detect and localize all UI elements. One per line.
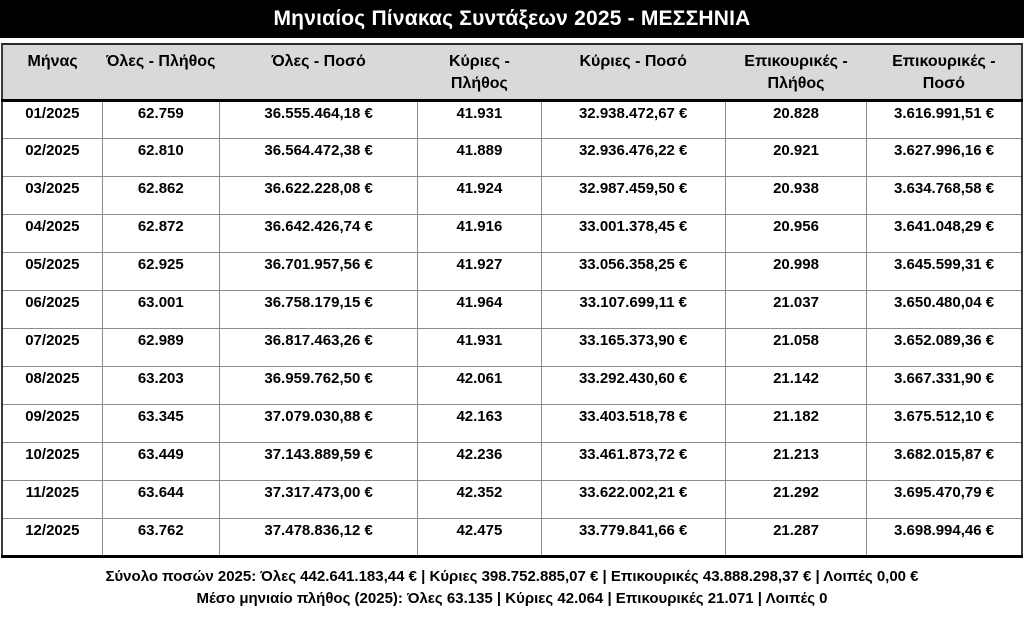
pension-table — [1, 43, 1023, 558]
cell-auxiliary-count: 20.828 — [725, 101, 866, 139]
cell-main-count: 41.916 — [418, 215, 541, 253]
column-header-all-count: Όλες - Πλήθος — [102, 44, 219, 101]
cell-month: 06/2025 — [2, 291, 102, 329]
column-header-auxiliary-count: Επικουρικές - Πλήθος — [725, 44, 866, 101]
table-row — [2, 329, 1022, 367]
cell-main-count: 42.352 — [418, 481, 541, 519]
table-row — [2, 443, 1022, 481]
cell-main-amount: 32.938.472,67 € — [541, 101, 725, 139]
cell-main-amount: 33.779.841,66 € — [541, 519, 725, 557]
cell-all-amount: 37.079.030,88 € — [219, 405, 417, 443]
cell-main-count: 42.163 — [418, 405, 541, 443]
title-bar — [0, 0, 1024, 38]
table-row — [2, 367, 1022, 405]
cell-month: 08/2025 — [2, 367, 102, 405]
cell-main-amount: 32.987.459,50 € — [541, 177, 725, 215]
cell-main-amount: 33.403.518,78 € — [541, 405, 725, 443]
column-header-auxiliary-amount: Επικουρικές - Ποσό — [867, 44, 1022, 101]
cell-auxiliary-amount: 3.650.480,04 € — [867, 291, 1022, 329]
table-row — [2, 405, 1022, 443]
cell-auxiliary-amount: 3.698.994,46 € — [867, 519, 1022, 557]
cell-all-amount: 37.143.889,59 € — [219, 443, 417, 481]
cell-all-amount: 37.317.473,00 € — [219, 481, 417, 519]
cell-all-count: 63.762 — [102, 519, 219, 557]
cell-all-amount: 36.555.464,18 € — [219, 101, 417, 139]
cell-auxiliary-amount: 3.645.599,31 € — [867, 253, 1022, 291]
cell-auxiliary-amount: 3.682.015,87 € — [867, 443, 1022, 481]
header-row — [2, 44, 1022, 101]
table-row — [2, 481, 1022, 519]
cell-all-count: 62.862 — [102, 177, 219, 215]
cell-auxiliary-amount: 3.675.512,10 € — [867, 405, 1022, 443]
cell-main-count: 42.061 — [418, 367, 541, 405]
cell-main-count: 41.927 — [418, 253, 541, 291]
cell-month: 11/2025 — [2, 481, 102, 519]
cell-auxiliary-count: 20.956 — [725, 215, 866, 253]
cell-auxiliary-amount: 3.667.331,90 € — [867, 367, 1022, 405]
cell-month: 04/2025 — [2, 215, 102, 253]
table-row — [2, 215, 1022, 253]
cell-all-amount: 36.564.472,38 € — [219, 139, 417, 177]
cell-auxiliary-count: 20.998 — [725, 253, 866, 291]
cell-all-count: 62.759 — [102, 101, 219, 139]
cell-all-count: 63.203 — [102, 367, 219, 405]
cell-auxiliary-amount: 3.695.470,79 € — [867, 481, 1022, 519]
cell-all-count: 63.345 — [102, 405, 219, 443]
cell-all-amount: 36.642.426,74 € — [219, 215, 417, 253]
cell-auxiliary-count: 20.921 — [725, 139, 866, 177]
cell-main-count: 42.475 — [418, 519, 541, 557]
cell-auxiliary-amount: 3.641.048,29 € — [867, 215, 1022, 253]
table-row — [2, 177, 1022, 215]
totals-line: Σύνολο ποσών 2025: Όλες 442.641.183,44 € | Κύριες 398.752.885,07 € | Επικουρικές 43.888.298,37 € | Λοιπές 0,00 € — [105, 568, 919, 586]
cell-main-amount: 33.622.002,21 € — [541, 481, 725, 519]
cell-all-count: 63.644 — [102, 481, 219, 519]
cell-auxiliary-count: 21.058 — [725, 329, 866, 367]
table-header — [2, 44, 1022, 101]
cell-month: 02/2025 — [2, 139, 102, 177]
cell-auxiliary-count: 21.182 — [725, 405, 866, 443]
cell-month: 05/2025 — [2, 253, 102, 291]
column-header-main-amount: Κύριες - Ποσό — [541, 44, 725, 101]
cell-auxiliary-count: 21.287 — [725, 519, 866, 557]
column-header-all-amount: Όλες - Ποσό — [219, 44, 417, 101]
cell-auxiliary-amount: 3.616.991,51 € — [867, 101, 1022, 139]
cell-all-amount: 37.478.836,12 € — [219, 519, 417, 557]
cell-main-count: 42.236 — [418, 443, 541, 481]
cell-month: 03/2025 — [2, 177, 102, 215]
cell-month: 12/2025 — [2, 519, 102, 557]
cell-all-amount: 36.758.179,15 € — [219, 291, 417, 329]
cell-month: 01/2025 — [2, 101, 102, 139]
averages-line: Μέσο μηνιαίο πλήθος (2025): Όλες 63.135 | Κύριες 42.064 | Επικουρικές 21.071 | Λοιπές 0 — [196, 590, 828, 608]
cell-main-amount: 33.165.373,90 € — [541, 329, 725, 367]
cell-auxiliary-count: 21.213 — [725, 443, 866, 481]
table-row — [2, 253, 1022, 291]
cell-all-count: 63.001 — [102, 291, 219, 329]
table-row — [2, 101, 1022, 139]
table-row — [2, 519, 1022, 557]
table-body — [2, 101, 1022, 557]
cell-main-amount: 33.461.873,72 € — [541, 443, 725, 481]
cell-main-count: 41.964 — [418, 291, 541, 329]
cell-all-amount: 36.817.463,26 € — [219, 329, 417, 367]
cell-auxiliary-count: 20.938 — [725, 177, 866, 215]
cell-all-amount: 36.701.957,56 € — [219, 253, 417, 291]
cell-main-count: 41.931 — [418, 101, 541, 139]
cell-all-count: 62.989 — [102, 329, 219, 367]
cell-auxiliary-amount: 3.634.768,58 € — [867, 177, 1022, 215]
table-row — [2, 139, 1022, 177]
cell-main-amount: 33.056.358,25 € — [541, 253, 725, 291]
cell-main-amount: 33.001.378,45 € — [541, 215, 725, 253]
cell-all-amount: 36.622.228,08 € — [219, 177, 417, 215]
cell-auxiliary-count: 21.142 — [725, 367, 866, 405]
cell-month: 10/2025 — [2, 443, 102, 481]
cell-main-amount: 33.292.430,60 € — [541, 367, 725, 405]
cell-month: 07/2025 — [2, 329, 102, 367]
summary-footer — [0, 566, 1024, 610]
cell-all-count: 62.925 — [102, 253, 219, 291]
cell-main-count: 41.924 — [418, 177, 541, 215]
cell-auxiliary-amount: 3.652.089,36 € — [867, 329, 1022, 367]
cell-auxiliary-count: 21.037 — [725, 291, 866, 329]
cell-main-count: 41.889 — [418, 139, 541, 177]
cell-all-count: 62.810 — [102, 139, 219, 177]
cell-main-amount: 33.107.699,11 € — [541, 291, 725, 329]
cell-main-count: 41.931 — [418, 329, 541, 367]
cell-all-count: 63.449 — [102, 443, 219, 481]
page-title: Μηνιαίος Πίνακας Συντάξεων 2025 - ΜΕΣΣΗΝΙΑ — [273, 7, 751, 30]
table-row — [2, 291, 1022, 329]
cell-main-amount: 32.936.476,22 € — [541, 139, 725, 177]
column-header-month: Μήνας — [2, 44, 102, 101]
cell-all-count: 62.872 — [102, 215, 219, 253]
cell-month: 09/2025 — [2, 405, 102, 443]
cell-auxiliary-count: 21.292 — [725, 481, 866, 519]
cell-all-amount: 36.959.762,50 € — [219, 367, 417, 405]
column-header-main-count: Κύριες - Πλήθος — [418, 44, 541, 101]
cell-auxiliary-amount: 3.627.996,16 € — [867, 139, 1022, 177]
